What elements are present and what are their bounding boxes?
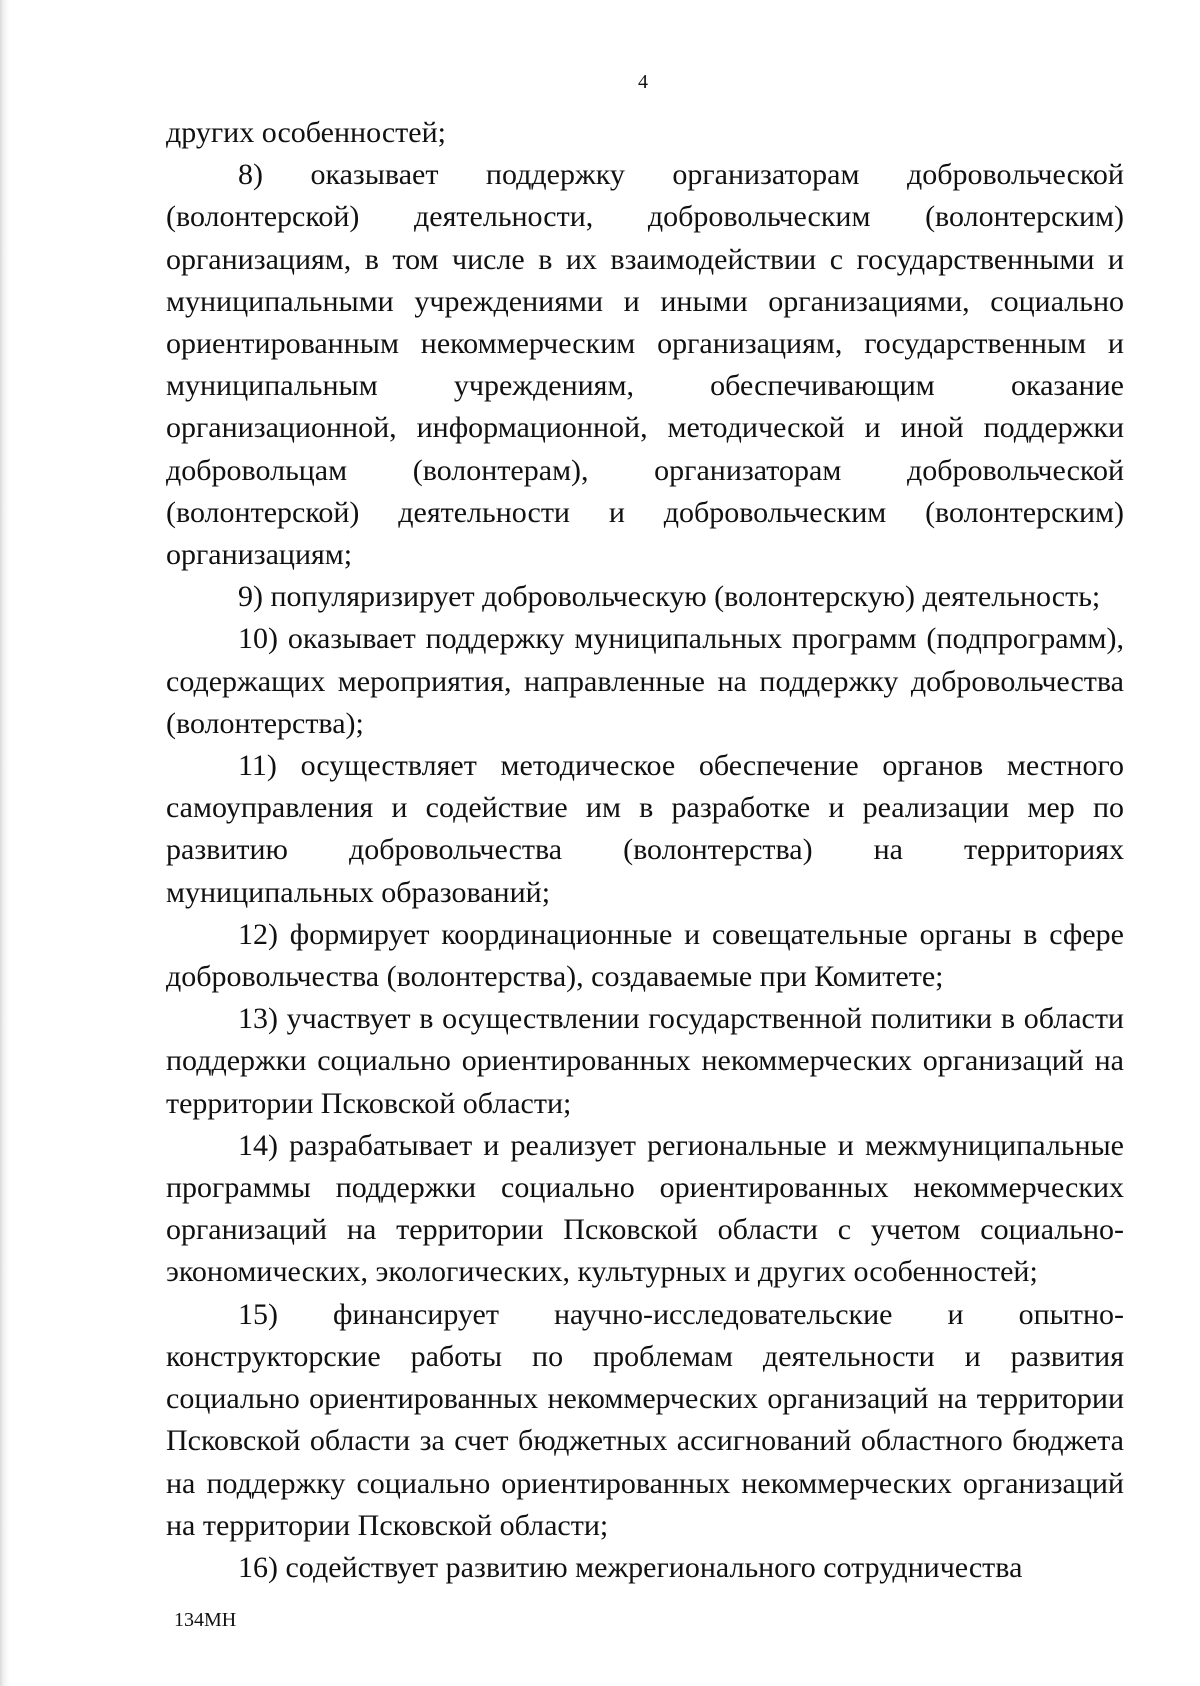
paragraph-item-16: 16) содействует развитию межрегионального сотрудничества [238,1550,1023,1584]
paragraph-item-10: 10) оказывает поддержку муниципальных программ (подпрограмм), содержащих мероприятия, направленные на поддержку добровольчества (волонтерства); [166,622,1124,740]
scan-edge [0,0,10,1686]
document-body [166,112,1124,1589]
paragraph-item-15: 15) финансирует научно-исследовательские и опытно-конструкторские работы по проблемам деятельности и развития социально ориентированных некоммерческих организаций на территории Псковской области за счет бюджетных ассигнований областного бюджета на поддержку социально ориентированных некоммерческих организаций на территории Псковской области; [166,1297,1124,1542]
paragraph-item-12: 12) формирует координационные и совещательные органы в сфере добровольчества (волонтерства), создаваемые при Комитете; [166,917,1124,994]
paragraph-item-8: 8) оказывает поддержку организаторам добровольческой (волонтерской) деятельности, добровольческим (волонтерским) организациям, в том числе в их взаимодействии с государственными и муниципальными учреждениями и иными организациями, социально ориентированным некоммерческим организациям, государственным и муниципальным учреждениям, обеспечивающим оказание организационной, информационной, методической и иной поддержки добровольцам (волонтерам), организаторам добровольческой (волонтерской) деятельности и добровольческим (волонтерским) организациям; [166,158,1124,572]
paragraph-item-14: 14) разрабатывает и реализует региональные и межмуниципальные программы поддержки социально ориентированных некоммерческих организаций на территории Псковской области с учетом социально-экономических, экологических, культурных и других особенностей; [166,1128,1124,1289]
paragraph-item-11: 11) осуществляет методическое обеспечение органов местного самоуправления и содействие им в разработке и реализации мер по развитию добровольчества (волонтерства) на территориях муниципальных образований; [166,749,1124,909]
paragraph-item-13: 13) участвует в осуществлении государственной политики в области поддержки социально ориентированных некоммерческих организаций на территории Псковской области; [166,1002,1124,1120]
paragraph-item-9: 9) популяризирует добровольческую (волонтерскую) деятельность; [238,580,1101,614]
paragraph-continuation: других особенностей; [166,116,446,149]
page-number: 4 [638,71,648,93]
document-code: 134МН [174,1609,237,1631]
